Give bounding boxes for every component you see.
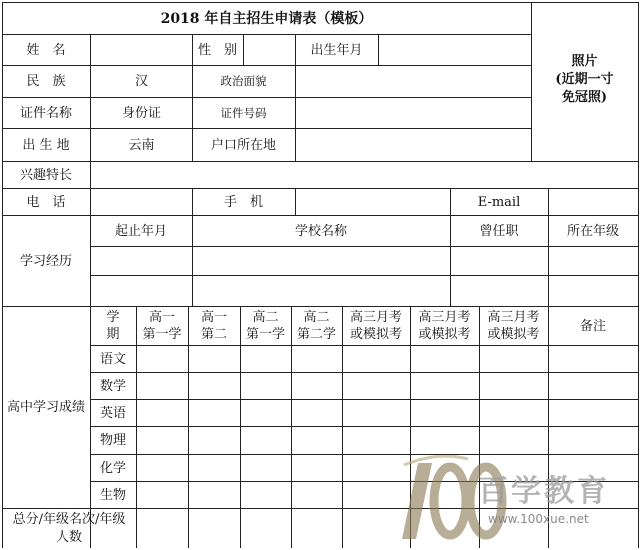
corner-term-top: 学 [106, 310, 120, 325]
subject-biology: 生物 [99, 487, 126, 503]
col-header-2-line1: 高一 [200, 310, 227, 325]
label-birthplace: 出 生 地 [22, 137, 70, 153]
label-birthdate: 出生年月 [310, 42, 363, 58]
photo-placeholder [531, 40, 638, 120]
header-period: 起止年月 [114, 223, 167, 239]
label-ethnicity: 民 族 [26, 74, 66, 89]
label-name: 姓 名 [26, 42, 66, 58]
col-header-1-line1: 高一 [148, 310, 175, 325]
label-education: 学习经历 [19, 253, 72, 269]
watermark-url: www.100xue.net [488, 512, 589, 526]
subject-chinese: 语文 [99, 351, 126, 367]
col-header-5-line1: 高三月考 [349, 310, 402, 325]
col-header-7-line2: 或模拟考 [487, 327, 540, 342]
mobile-field[interactable] [296, 189, 450, 215]
col-header-4 [291, 307, 342, 345]
col-header-7 [479, 307, 548, 345]
subject-chemistry: 化学 [99, 460, 126, 476]
id-number-field[interactable] [296, 98, 531, 128]
id-type-value[interactable]: 身份证 [121, 105, 161, 121]
col-header-3-line2: 第一学 [245, 327, 285, 342]
col-header-1 [136, 307, 188, 345]
col-header-2 [188, 307, 240, 345]
label-id-type: 证件名称 [19, 105, 72, 121]
label-email: E-mail [477, 194, 521, 210]
col-header-3 [240, 307, 291, 345]
phone-field[interactable] [91, 189, 192, 215]
label-gender: 性 别 [197, 42, 237, 58]
header-position: 曾任职 [479, 223, 519, 239]
label-phone: 电 话 [26, 194, 66, 210]
col-header-remarks: 备注 [579, 318, 606, 334]
education-row-2[interactable] [91, 276, 638, 306]
col-header-3-line1: 高二 [252, 310, 279, 325]
subject-english: 英语 [99, 405, 126, 421]
ethnicity-value[interactable]: 汉 [134, 74, 148, 89]
label-total-rank-line1: 总分/年级名次/年级 [12, 511, 126, 527]
education-row-1[interactable] [91, 247, 638, 275]
photo-note-line1: (近期一寸 [555, 72, 614, 87]
label-mobile: 手 机 [223, 194, 263, 210]
name-field[interactable] [91, 35, 192, 65]
col-header-6-line1: 高三月考 [418, 310, 471, 325]
label-scores: 高中学习成绩 [6, 399, 85, 415]
photo-label: 照片 [571, 54, 598, 69]
political-field[interactable] [296, 66, 531, 97]
label-total-rank [2, 509, 136, 548]
gender-field[interactable] [244, 35, 295, 65]
header-grade: 所在年级 [566, 223, 619, 239]
col-header-4-line2: 第二学 [296, 327, 336, 342]
corner-term-bottom: 期 [106, 327, 120, 342]
email-field[interactable] [549, 189, 638, 215]
col-header-1-line2: 第一学 [142, 327, 182, 342]
label-total-rank-line2: 人数 [55, 529, 82, 545]
hobbies-field[interactable] [91, 162, 638, 188]
birthdate-field[interactable] [379, 35, 531, 65]
photo-note-line2: 免冠照) [561, 90, 608, 105]
label-hobbies: 兴趣特长 [19, 167, 72, 183]
header-school: 学校名称 [294, 223, 347, 239]
watermark-brand: 百学教育 [478, 474, 610, 509]
col-header-2-line2: 第二 [200, 327, 227, 342]
col-header-4-line1: 高二 [303, 310, 330, 325]
corner-term [90, 307, 136, 345]
col-header-5 [342, 307, 410, 345]
birthplace-value[interactable]: 云南 [128, 137, 155, 153]
col-header-5-line2: 或模拟考 [349, 327, 402, 342]
label-id-number: 证件号码 [220, 105, 267, 120]
form-title: 2018 年自主招生申请表（模板） [160, 10, 373, 27]
label-hukou: 户口所在地 [210, 137, 276, 153]
col-header-6-line2: 或模拟考 [418, 327, 471, 342]
label-political: 政治面貌 [220, 74, 267, 88]
col-header-7-line1: 高三月考 [487, 310, 540, 325]
hukou-field[interactable] [296, 129, 531, 161]
subject-math: 数学 [99, 378, 126, 394]
col-header-6 [410, 307, 479, 345]
subject-physics: 物理 [99, 433, 126, 448]
